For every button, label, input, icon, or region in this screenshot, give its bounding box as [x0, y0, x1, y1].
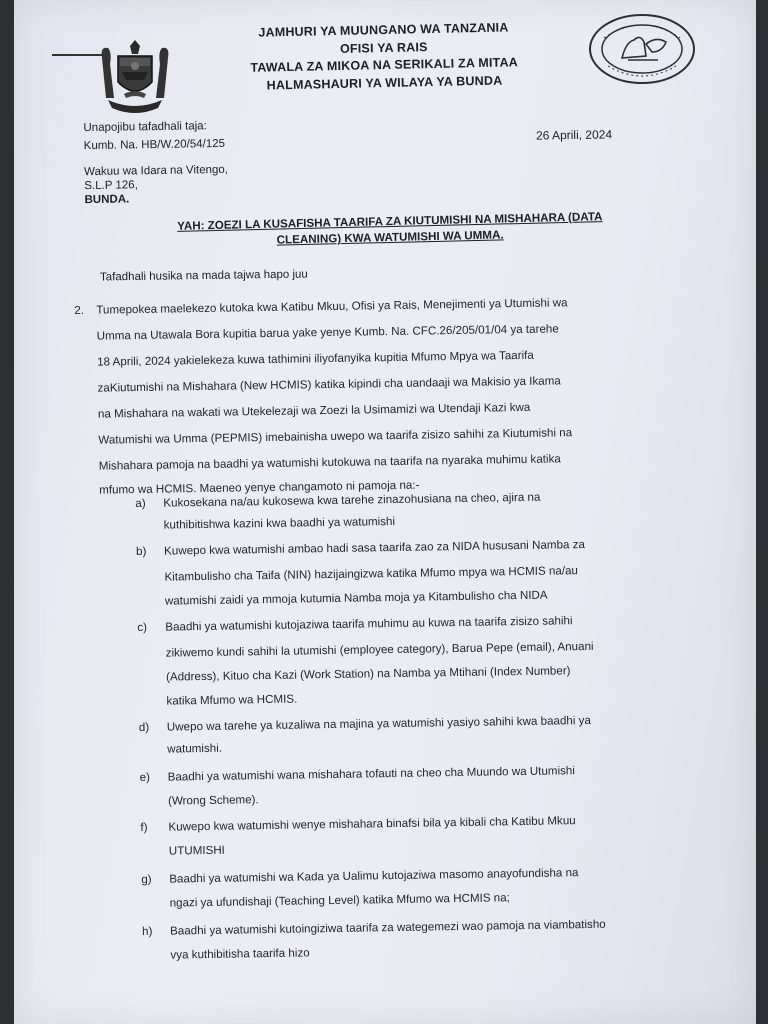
item-letter: e) [139, 770, 151, 785]
item-letter: d) [138, 720, 150, 735]
item-line: watumishi zaidi ya mmoja kutumia Namba moja ya Kitambulisho cha NIDA [164, 588, 548, 608]
item-line: Baadhi ya watumishi kutoingiziwa taarifa za wategemezi wao pamoja na viambatisho [169, 917, 606, 938]
paragraph-line: na Mishahara na wakati wa Utekelezaji wa Zoezi la Usimamizi wa Utendaji Kazi kwa [97, 400, 531, 421]
coat-of-arms-icon [98, 38, 172, 114]
item-line: watumishi. [167, 741, 223, 756]
paragraph-line: Mishahara pamoja na baadhi ya watumishi kutokuwa na taarifa na nyaraka muhimu katika [98, 452, 561, 473]
letterhead-line: HALMASHAURI YA WILAYA YA BUNDA [266, 73, 503, 92]
reply-note: Unapojibu tafadhali taja: [83, 120, 207, 135]
addressee-line: Wakuu wa Idara na Vitengo, [84, 163, 229, 179]
paragraph-line: Umma na Utawala Bora kupitia barua yake yenye Kumb. Na. CFC.26/205/01/04 ya tarehe [96, 322, 559, 343]
paragraph-line: Tumepokea maelekezo kutoka kwa Katibu Mkuu, Ofisi ya Rais, Menejimenti ya Utumishi wa [96, 296, 568, 317]
document-page [14, 0, 756, 1024]
item-line: katika Mfumo wa HCMIS. [166, 692, 298, 708]
item-line: Kitambulisho cha Taifa (NIN) hazijaingizwa katika Mfumo mpya wa HCMIS na/au [164, 564, 579, 584]
item-letter: g) [141, 872, 152, 887]
addressee-line: S.L.P 126, [84, 179, 138, 193]
paragraph-number: 2. [74, 303, 85, 317]
item-line: ngazi ya ufundishaji (Teaching Level) katika Mfumo wa HCMIS na; [169, 891, 510, 910]
district-seal-icon [586, 12, 698, 86]
letterhead-line: OFISI YA RAIS [339, 39, 428, 56]
item-line: vya kuthibitisha taarifa hizo [170, 946, 310, 962]
letterhead-line: TAWALA ZA MIKOA NA SERIKALI ZA MITAA [250, 55, 519, 75]
item-letter: f) [140, 820, 148, 835]
item-line: Uwepo wa tarehe ya kuzaliwa na majina ya watumishi yasiyo sahihi kwa baadhi ya [166, 713, 591, 734]
subject-line: YAH: ZOEZI LA KUSAFISHA TAARIFA ZA KIUTUMISHI NA MISHAHARA (DATA [177, 210, 603, 233]
item-letter: c) [137, 620, 148, 635]
item-line: (Address), Kituo cha Kazi (Work Station) na Namba ya Mtihani (Index Number) [165, 664, 571, 684]
item-line: Kuwepo kwa watumishi ambao hadi sasa taarifa zao za NIDA hususani Namba za [164, 538, 585, 558]
item-letter: h) [141, 924, 153, 939]
item-letter: b) [136, 544, 147, 559]
item-line: kuthibitishwa kazini kwa baadhi ya watumishi [163, 514, 396, 532]
item-line: UTUMISHI [168, 843, 225, 858]
letter-date: 26 Aprili, 2024 [535, 127, 613, 143]
reference-number: Kumb. Na. HB/W.20/54/125 [83, 137, 226, 153]
letterhead-line: JAMHURI YA MUUNGANO WA TANZANIA [258, 20, 509, 40]
item-letter: a) [135, 496, 146, 511]
item-line: Kuwepo kwa watumishi wenye mishahara binafsi bila ya kibali cha Katibu Mkuu [168, 814, 576, 834]
paragraph-line: mfumo wa HCMIS. Maeneo yenye changamoto ni pamoja na:- [99, 478, 420, 497]
reference-block [83, 117, 228, 209]
paragraph-line: zaKiutumishi na Mishahara (New HCMIS) katika kipindi cha uandaaji wa Makisio ya Ikama [97, 374, 561, 395]
item-line: Baadhi ya watumishi wa Kada ya Ualimu kutojaziwa masomo anayofundisha na [169, 866, 579, 886]
paragraph-line: Watumishi wa Umma (PEPMIS) imebainisha uwepo wa taarifa zisizo sahihi za Kiutumishi na [98, 426, 573, 447]
addressee-line: BUNDA. [84, 193, 130, 207]
item-line: zikiwemo kundi sahihi la utumishi (employee category), Barua Pepe (email), Anuani [165, 639, 594, 660]
paragraph-line: 18 Aprili, 2024 yakielekeza kuwa tathimini iliyofanyika kupitia Mfumo Mpya wa Taarifa [97, 348, 534, 369]
item-line: Baadhi ya watumishi wana mishahara tofauti na cheo cha Muundo wa Utumishi [167, 764, 576, 784]
item-line: Baadhi ya watumishi kutojaziwa taarifa muhimu au kuwa na taarifa zisizo sahihi [165, 614, 573, 634]
item-line: Kukosekana na/au kukosewa kwa tarehe zinazohusiana na cheo, ajira na [163, 490, 541, 510]
letterhead [193, 18, 574, 96]
subject-heading [120, 208, 661, 252]
margin-dash [52, 54, 104, 56]
greeting: Tafadhali husika na mada tajwa hapo juu [99, 268, 308, 284]
item-line: (Wrong Scheme). [167, 793, 259, 808]
subject-line: CLEANING) KWA WATUMISHI WA UMMA. [276, 228, 504, 247]
